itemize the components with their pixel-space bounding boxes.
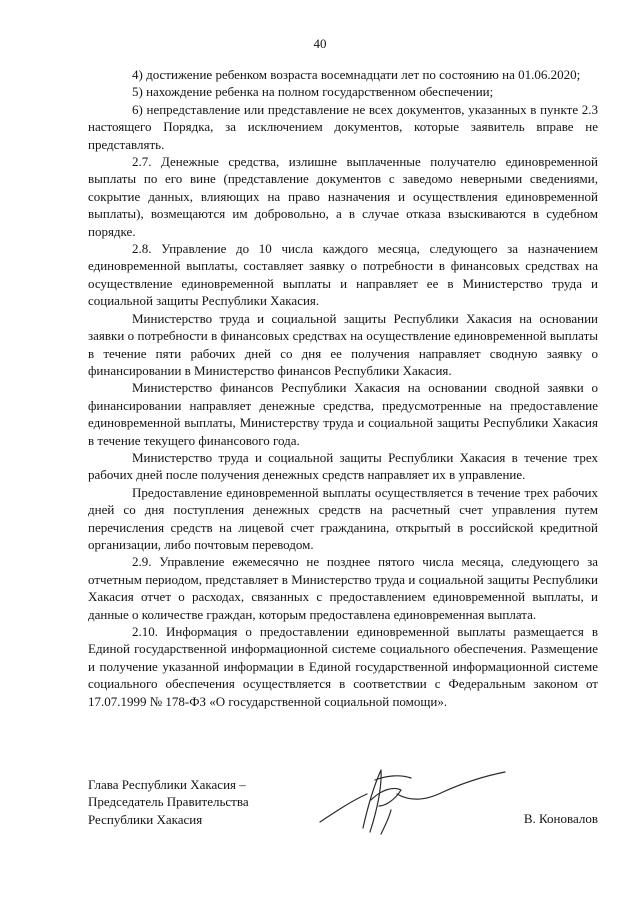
signer-title-line: Глава Республики Хакасия – <box>88 777 246 792</box>
paragraph-2-7: 2.7. Денежные средства, излишне выплаченные получателю единовременной выплаты по его вине (представление документов с заведомо неверными сведениями, сокрытие данных, влияющих на право назначения и осуществления единовременной выплаты), возмещаются им добровольно, а в случае отказа взыскиваются в судебном порядке. <box>88 154 598 239</box>
signature-block <box>88 776 598 828</box>
paragraph-ministry-finance: Министерство финансов Республики Хакасия на основании сводной заявки о финансировании направляет денежные средства, предусмотренные на предоставление единовременной выплаты, Министерству труда и социальной защиты Республики Хакасия в течение текущего финансового года. <box>88 380 598 448</box>
document-body <box>88 66 598 710</box>
paragraph-2-10: 2.10. Информация о предоставлении единовременной выплаты размещается в Единой государственной информационной системе социального обеспечения. Размещение и получение указанной информации в Единой государственной информационной системе социального обеспечения осуществляется в соответствии с Федеральным законом от 17.07.1999 № 178-ФЗ «О государственной социальной помощи». <box>88 624 598 709</box>
page-number: 40 <box>313 36 327 51</box>
signer-title-line: Председатель Правительства <box>88 794 249 810</box>
signer-title <box>88 776 598 828</box>
paragraph-transfer: Министерство труда и социальной защиты Республики Хакасия в течение трех рабочих дней после получения денежных средств направляет их в управление. <box>88 449 598 483</box>
paragraph-item-6: 6) непредставление или представление не всех документов, указанных в пункте 2.3 настоящего Порядка, за исключением документов, которые заявитель вправе не представлять. <box>88 101 598 152</box>
paragraph-2-8: 2.8. Управление до 10 числа каждого месяца, следующего за назначением единовременной выплаты, составляет заявку о потребности в финансовых средствах на осуществление единовременной выплаты и направляет ее в Министерство труда и социальной защиты Республики Хакасия. <box>88 241 598 309</box>
signer-title-line: Республики Хакасия <box>88 811 203 827</box>
paragraph-payment: Предоставление единовременной выплаты осуществляется в течение трех рабочих дней со дня поступления денежных средств на расчетный счет управления путем перечисления средств на лицевой счет гражданина, открытый в российской кредитной организации, либо почтовым переводом. <box>88 484 598 552</box>
paragraph-item-5: 5) нахождение ребенка на полном государственном обеспечении; <box>132 84 494 100</box>
paragraph-ministry-labor: Министерство труда и социальной защиты Республики Хакасия на основании заявки о потребности в финансовых средствах на осуществление единовременной выплаты в течение пяти рабочих дней со дня ее получения направляет сводную заявку о финансировании в Министерство финансов Республики Хакасия. <box>88 310 598 378</box>
signer-name: В. Коновалов <box>523 811 598 826</box>
paragraph-2-9: 2.9. Управление ежемесячно не позднее пятого числа месяца, следующего за отчетным периодом, представляет в Министерство труда и социальной защиты Республики Хакасия отчет о расходах, связанных с предоставлением единовременной выплаты, и данные о количестве граждан, которым предоставлена единовременная выплата. <box>88 554 598 622</box>
paragraph-item-4: 4) достижение ребенком возраста восемнадцати лет по состоянию на 01.06.2020; <box>132 67 581 82</box>
